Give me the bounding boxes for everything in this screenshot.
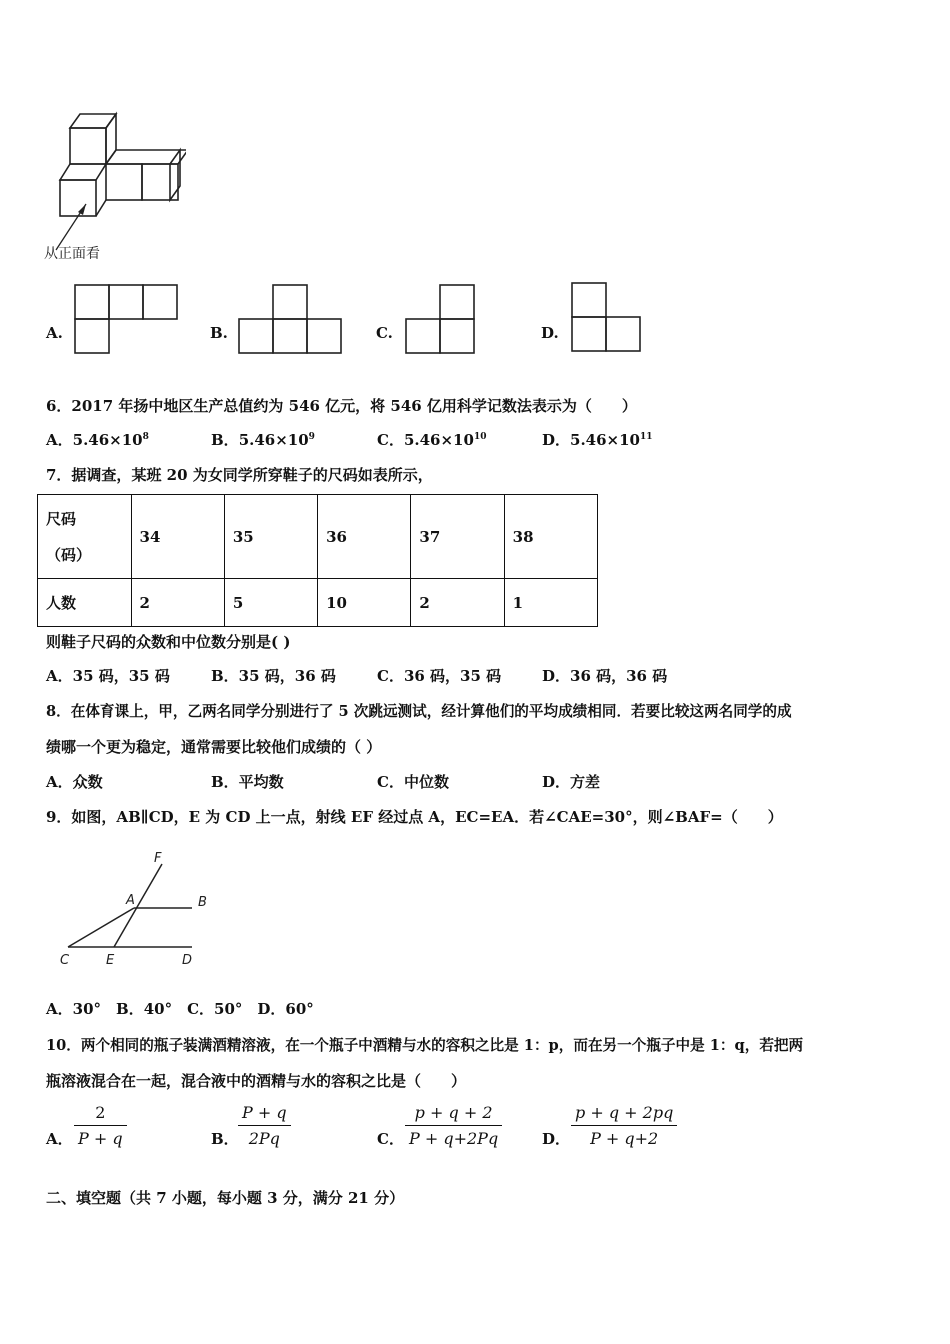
label-d: D <box>182 953 193 968</box>
q9-stem: 9．如图，AB∥CD，E 为 CD 上一点，射线 EF 经过点 A，EC=EA．若∠CAE=30°，则∠BAF=（ ） <box>46 808 783 826</box>
q5-option-a-label: A. <box>46 324 63 342</box>
table-row <box>38 495 598 579</box>
label-c: C <box>60 953 70 968</box>
shoe-size-table <box>37 494 598 627</box>
table-cell: 5 <box>224 579 317 627</box>
table-cell: 38 <box>504 495 597 579</box>
q10-option-a-label: A． <box>46 1130 73 1148</box>
q5-option-d-label: D. <box>541 324 559 342</box>
q7-option-d: D．36 码，36 码 <box>542 667 668 685</box>
label-e: E <box>106 953 115 968</box>
q6-option-d: D．$5.46\times 10^{11}$ <box>542 431 653 449</box>
table-cell: 37 <box>411 495 504 579</box>
q6-option-a: A．$5.46\times 10^8$ <box>46 431 149 449</box>
table-cell: 2 <box>131 579 224 627</box>
table-cell: 2 <box>411 579 504 627</box>
label-b: B <box>198 895 207 910</box>
q10-stem-line2: 瓶溶液混合在一起，混合液中的酒精与水的容积之比是（ ） <box>46 1072 467 1090</box>
q7-stem: 7．据调查，某班 20 为女同学所穿鞋子的尺码如表所示， <box>46 466 433 484</box>
table-header-count: 人数 <box>38 579 132 627</box>
parallel-lines-figure <box>56 848 216 972</box>
table-cell: 10 <box>318 579 411 627</box>
table-cell: 36 <box>318 495 411 579</box>
q6-stem: 6．2017 年扬中地区生产总值约为 546 亿元，将 546 亿用科学记数法表示为（ ） <box>46 397 637 415</box>
figure-caption: 从正面看 <box>44 246 100 262</box>
q9-options: A．30° B．40° C．50° D．60° <box>46 1000 314 1018</box>
q6-option-c: C．$5.46\times 10^{10}$ <box>377 431 487 449</box>
table-row <box>38 579 598 627</box>
section-2-heading: 二、填空题（共 7 小题，每小题 3 分，满分 21 分） <box>46 1189 405 1207</box>
table-cell: 34 <box>131 495 224 579</box>
q8-option-b: B．平均数 <box>211 773 284 791</box>
q8-stem-line1: 8．在体育课上，甲，乙两名同学分别进行了 5 次跳远测试，经计算他们的平均成绩相同．若要比较这两名同学的成 <box>46 703 792 720</box>
q8-stem-line2: 绩哪一个更为稳定，通常需要比较他们成绩的（ ） <box>46 738 382 756</box>
q10-option-b-label: B． <box>211 1130 239 1148</box>
q5-option-b-figure <box>238 284 346 356</box>
q7-option-c: C．36 码，35 码 <box>377 667 502 685</box>
q10-option-c-fraction: $\frac{p + q + 2}{P + q+2Pq}$ <box>405 1103 502 1148</box>
q6-option-b: B．$5.46\times 10^9$ <box>211 431 315 449</box>
cube-figure <box>44 108 186 266</box>
q5-option-d-figure <box>571 282 645 356</box>
table-cell: 1 <box>504 579 597 627</box>
q8-option-c: C．中位数 <box>377 773 449 791</box>
table-header-size: 尺码 （码） <box>38 495 132 579</box>
q10-option-a-fraction: $\frac{2}{P + q}$ <box>74 1103 127 1148</box>
table-cell: 35 <box>224 495 317 579</box>
q8-option-a: A．众数 <box>46 773 103 791</box>
label-a: A <box>126 893 135 908</box>
q7-option-a: A．35 码，35 码 <box>46 667 170 685</box>
label-f: F <box>154 851 162 866</box>
q10-stem-line1: 10．两个相同的瓶子装满酒精溶液，在一个瓶子中酒精与水的容积之比是 1：p，而在另一个瓶子中是 1：q，若把两 <box>46 1037 804 1054</box>
q7-after: 则鞋子尺码的众数和中位数分别是( ) <box>46 633 291 651</box>
q10-option-d-label: D． <box>542 1130 571 1148</box>
q10-option-b-fraction: $\frac{P + q}{2Pq}$ <box>238 1103 291 1148</box>
q10-option-d-fraction: $\frac{p + q + 2pq}{P + q+2}$ <box>571 1103 677 1148</box>
q5-option-c-figure <box>405 284 479 356</box>
q7-option-b: B．35 码，36 码 <box>211 667 336 685</box>
q10-option-c-label: C． <box>377 1130 404 1148</box>
q5-option-c-label: C. <box>376 324 393 342</box>
q8-option-d: D．方差 <box>542 773 601 791</box>
q5-option-b-label: B. <box>210 324 228 342</box>
q5-option-a-figure <box>74 284 182 356</box>
